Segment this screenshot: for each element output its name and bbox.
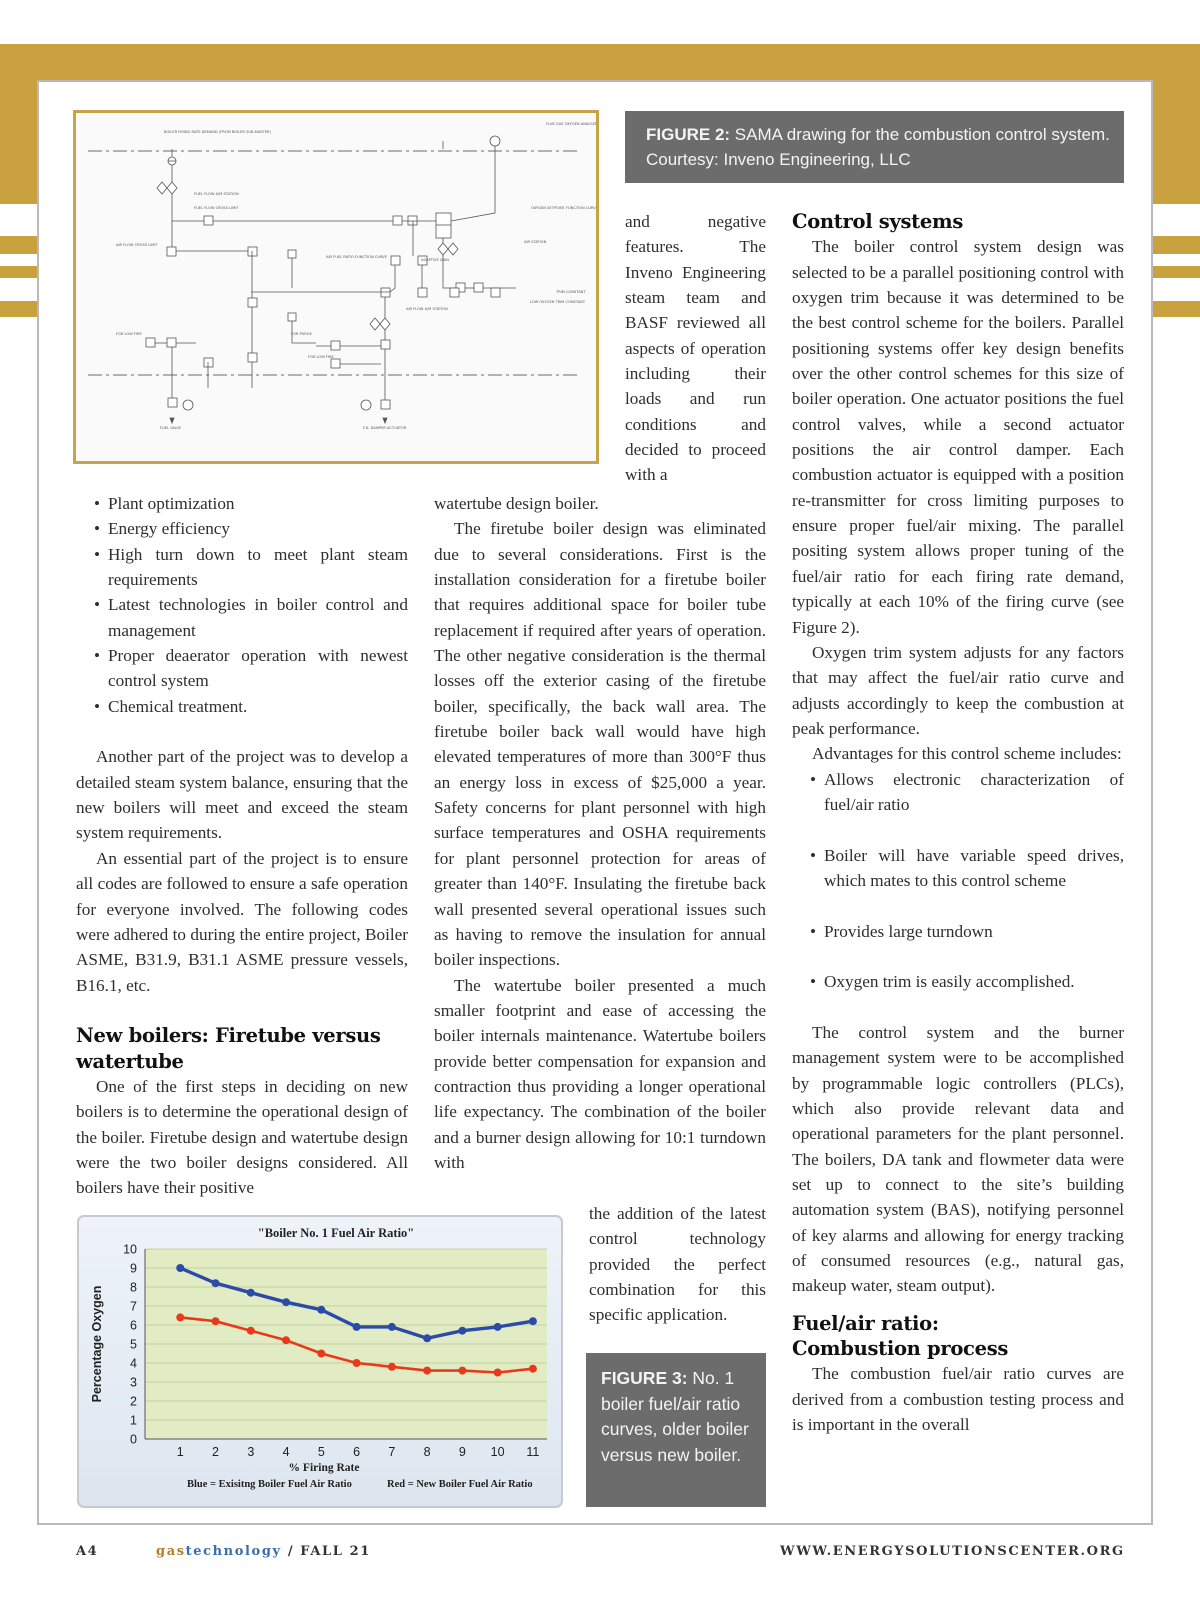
bullet-dot: • <box>810 921 817 941</box>
col2-continuation: watertube design boiler. <box>434 494 599 513</box>
bullet-dot: • <box>94 696 101 716</box>
figure-2-label: FIGURE 2: <box>646 125 731 144</box>
y-tick-label: 8 <box>130 1280 137 1295</box>
sama-label: AIR FLOW A/M STATION <box>406 307 448 311</box>
data-point <box>529 1365 537 1373</box>
x-tick-label: 2 <box>212 1445 220 1459</box>
bullet-item <box>792 767 1124 818</box>
figure-3-caption <box>586 1353 766 1507</box>
bullet-text: Boiler will have variable speed drives, which mates to this control scheme <box>824 845 1124 890</box>
col3-bullet-list <box>792 767 1124 1020</box>
col3-paragraph-4: The control system and the burner management system were to be accomplished by programmable logic controllers (PLCs), which also provide relevant data and operational parameters for the plant personnel. The boilers, DA tank and flowmeter data were set up to connect to the site’s building automation system (BAS), notifying personnel of key alarms and allowing for energy tracking of consumed resources (e.g., natural gas, makeup water, steam output). <box>792 1023 1124 1296</box>
sama-label: LOW OXYGEN TRIM CONSTANT <box>530 300 586 304</box>
bullet-item <box>76 516 408 541</box>
bullet-item <box>76 694 408 719</box>
x-tick-label: 1 <box>176 1445 184 1459</box>
footer-brand <box>156 1544 371 1559</box>
bullet-text: Energy efficiency <box>108 519 231 539</box>
col3-paragraph-1: The boiler control system design was selected to be a parallel positioning control with oxygen trim because it was determined to be the best control scheme for the boilers. Parallel positioning systems offer key design benefits over the other control schemes for this size of boiler operation. One actuator positions the fuel control valves, while a second actuator positions the air control damper. Each combustion actuator is equipped with a position re-transmitter for cross limiting purposes to ensure proper fuel/air mixing. The parallel positing system allows proper tuning of the fuel/air ratio for each firing rate demand, typically at each 10% of the firing curve (see Figure 2). <box>792 237 1124 637</box>
footer-url: WWW.ENERGYSOLUTIONSCENTER.ORG <box>780 1544 1125 1559</box>
bullet-dot: • <box>810 769 817 789</box>
y-tick-label: 5 <box>130 1337 137 1352</box>
figure-3-text: No. 1 boiler fuel/air ratio curves, older boiler versus new boiler. <box>601 1368 749 1465</box>
y-tick-label: 3 <box>130 1375 137 1390</box>
column-3 <box>792 209 1124 1438</box>
bullet-item <box>792 969 1124 994</box>
sama-label: FGR LOW FIRE <box>116 332 142 336</box>
x-tick-label: 11 <box>526 1445 540 1459</box>
col2-paragraph-1: The firetube boiler design was eliminated due to several considerations. First is the installation consideration for a firetube boiler that requires additional space for boiler tube replacement if required after years of operation. The other negative consideration is the thermal losses off the exterior casing of the firetube boiler, specifically, the back wall area. The firetube boiler back wall would have high elevated temperatures of more than 300°F thus an energy loss in excess of $25,000 a year. Safety concerns for plant personnel with high surface temperatures and OSHA requirements for plant personnel protection for areas of greater than 140°F. Insulating the firetube back wall presented several operational issues such as having to remove the insulation for annual boiler inspections. <box>434 519 766 970</box>
sama-label: FUEL FLOW A/M STATION <box>194 192 239 196</box>
y-tick-label: 0 <box>130 1432 137 1447</box>
bullet-dot: • <box>94 595 101 615</box>
data-point <box>282 1298 290 1306</box>
column-2 <box>434 491 766 1175</box>
bullet-text: Plant optimization <box>108 494 235 513</box>
col1-paragraph-1: Another part of the project was to develop a detailed steam system balance, ensuring that the new boilers will meet and exceed the steam system requirements. <box>76 747 408 843</box>
data-point <box>353 1323 361 1331</box>
bullet-spacer <box>792 944 1124 969</box>
data-point <box>212 1279 220 1287</box>
sama-label: FGR LOW FIRE <box>308 355 334 359</box>
sama-diagram <box>76 113 596 461</box>
col3-heading-1: Control systems <box>792 210 964 233</box>
bullet-dot: • <box>810 972 817 992</box>
bullet-item <box>792 919 1124 944</box>
col1-paragraph-3: One of the first steps in deciding on new boilers is to determine the operational design of the boiler. Firetube design and watertube design were the two boiler designs considered. All boilers have their positive <box>76 1076 408 1198</box>
footer-brand-gas: gas <box>156 1544 186 1559</box>
bullet-spacer <box>792 817 1124 842</box>
y-tick-label: 4 <box>130 1356 137 1371</box>
fuel-air-ratio-chart <box>77 1215 563 1508</box>
sama-label: TRIM CONSTANT <box>556 290 586 294</box>
sama-label: BOILER FIRING RATE DEMAND (FROM BOILER SUB-MASTER) <box>164 130 271 134</box>
bullet-dot: • <box>810 845 817 865</box>
sama-label: F.D. DAMPER ACTUATOR <box>363 426 407 430</box>
bullet-dot: • <box>94 494 101 513</box>
col1-bullet-list <box>76 491 408 719</box>
bullet-item <box>76 491 408 516</box>
footer-page-number: A4 <box>76 1544 99 1559</box>
x-tick-label: 7 <box>388 1445 396 1459</box>
data-point <box>388 1323 396 1331</box>
col3-heading-2b: Combustion process <box>792 1337 1009 1361</box>
data-point <box>247 1289 255 1297</box>
col2-top-paragraph: and negative features. The Inveno Engineering steam team and BASF reviewed all aspects of operation including their loads and run conditions and decided to proceed with a <box>625 212 766 485</box>
chart-svg <box>79 1217 561 1506</box>
bullet-text: Latest technologies in boiler control and management <box>108 595 408 640</box>
data-point <box>423 1367 431 1375</box>
data-point <box>458 1327 466 1335</box>
y-tick-label: 9 <box>130 1261 137 1276</box>
bullet-text: Proper deaerator operation with newest control system <box>108 646 408 691</box>
data-point <box>212 1317 220 1325</box>
col3-paragraph-3: Advantages for this control scheme includes: <box>812 744 1122 764</box>
bullet-text: Oxygen trim is easily accomplished. <box>824 972 1075 992</box>
sama-label: FUEL VALVE <box>160 426 182 430</box>
sama-label: FGR PURGE <box>291 332 312 336</box>
data-point <box>282 1336 290 1344</box>
x-tick-label: 5 <box>317 1445 325 1459</box>
y-tick-label: 10 <box>123 1242 137 1257</box>
col2-paragraph-2: The watertube boiler presented a much smaller footprint and ease of accessing the boiler internals maintenance. Watertube boilers provide better compensation for expansion and contraction thus providing a longer operational life expectancy. The combination of the boiler and a burner design allowing for 10:1 turndown with <box>434 975 766 1172</box>
legend-existing: Blue = Exisitng Boiler Fuel Air Ratio <box>187 1479 352 1490</box>
data-point <box>529 1317 537 1325</box>
footer-brand-technology: technology <box>185 1544 282 1559</box>
data-point <box>247 1327 255 1335</box>
x-tick-label: 9 <box>458 1445 466 1459</box>
bullet-text: Chemical treatment. <box>108 696 248 716</box>
bullet-spacer <box>792 995 1124 1020</box>
chart-title: "Boiler No. 1 Fuel Air Ratio" <box>257 1226 415 1240</box>
bullet-item <box>76 542 408 593</box>
data-point <box>353 1359 361 1367</box>
y-tick-label: 6 <box>130 1318 137 1333</box>
col1-paragraph-2: An essential part of the project is to ensure all codes are followed to ensure a safe operation for everyone involved. The following codes were adhered to during the entire project, Boiler ASME, B31.9, B31.1 ASME pressure vessels, B16.1, etc. <box>76 848 408 995</box>
y-tick-label: 1 <box>130 1413 137 1428</box>
sama-label: AIR STATION <box>524 240 547 244</box>
chart-x-label: % Firing Rate <box>288 1462 360 1474</box>
data-point <box>423 1334 431 1342</box>
sama-label: FLUE GAS OXYGEN ANALYZER <box>546 122 596 126</box>
data-point <box>388 1363 396 1371</box>
data-point <box>494 1323 502 1331</box>
figure-2-caption <box>625 111 1124 183</box>
bullet-dot: • <box>94 544 101 564</box>
footer-issue: / FALL 21 <box>287 1544 371 1559</box>
sama-drawing-figure <box>73 110 599 464</box>
data-point <box>176 1313 184 1321</box>
x-tick-label: 10 <box>490 1445 505 1459</box>
data-point <box>317 1306 325 1314</box>
bullet-text: Provides large turndown <box>824 921 993 941</box>
data-point <box>317 1350 325 1358</box>
x-tick-label: 6 <box>353 1445 361 1459</box>
sama-label: OXYGEN SETPOINT FUNCTION CURVES <box>531 206 596 210</box>
figure-3-label: FIGURE 3: <box>601 1368 688 1388</box>
chart-y-label: Percentage Oxygen <box>90 1285 104 1403</box>
column-2-bottom <box>589 1201 766 1328</box>
col1-heading: New boilers: Firetube versus watertube <box>76 1024 381 1073</box>
col2-paragraph-2b: the addition of the latest control technology provided the perfect combination for this specific application. <box>589 1204 766 1325</box>
bullet-dot: • <box>94 519 101 539</box>
bullet-dot: • <box>94 646 101 666</box>
data-point <box>458 1367 466 1375</box>
sama-label: AIR FUEL RATIO FUNCTION CURVE <box>326 255 388 259</box>
bullet-text: High turn down to meet plant steam requirements <box>108 544 408 590</box>
col3-paragraph-2: Oxygen trim system adjusts for any factors that may affect the fuel/air ratio curve and adjusts accordingly to keep the combustion at peak performance. <box>792 642 1124 738</box>
col3-heading-2a: Fuel/air ratio: <box>792 1311 939 1335</box>
figure-2-text: SAMA drawing for the combustion control system. Courtesy: Inveno Engineering, LLC <box>646 125 1110 169</box>
column-2-top <box>625 209 766 488</box>
sama-label: ADAPTIVE GAIN <box>421 258 449 262</box>
bullet-text: Allows electronic characterization of fuel/air ratio <box>824 769 1124 814</box>
data-point <box>494 1369 502 1377</box>
bullet-item <box>76 643 408 694</box>
sama-label: AIR FLOW CROSS LIMIT <box>116 243 158 247</box>
sama-label: FUEL FLOW CROSS LIMIT <box>194 206 239 210</box>
bullet-spacer <box>792 893 1124 918</box>
x-tick-label: 4 <box>282 1445 290 1459</box>
y-tick-label: 2 <box>130 1394 137 1409</box>
y-tick-label: 7 <box>130 1299 137 1314</box>
x-tick-label: 3 <box>247 1445 255 1459</box>
col3-paragraph-5: The combustion fuel/air ratio curves are derived from a combustion testing process and is important in the overall <box>792 1364 1124 1435</box>
x-tick-label: 8 <box>423 1445 431 1459</box>
bullet-item <box>792 843 1124 894</box>
bullet-item <box>76 592 408 643</box>
legend-new: Red = New Boiler Fuel Air Ratio <box>387 1479 533 1490</box>
column-1 <box>76 491 408 1201</box>
data-point <box>176 1264 184 1272</box>
